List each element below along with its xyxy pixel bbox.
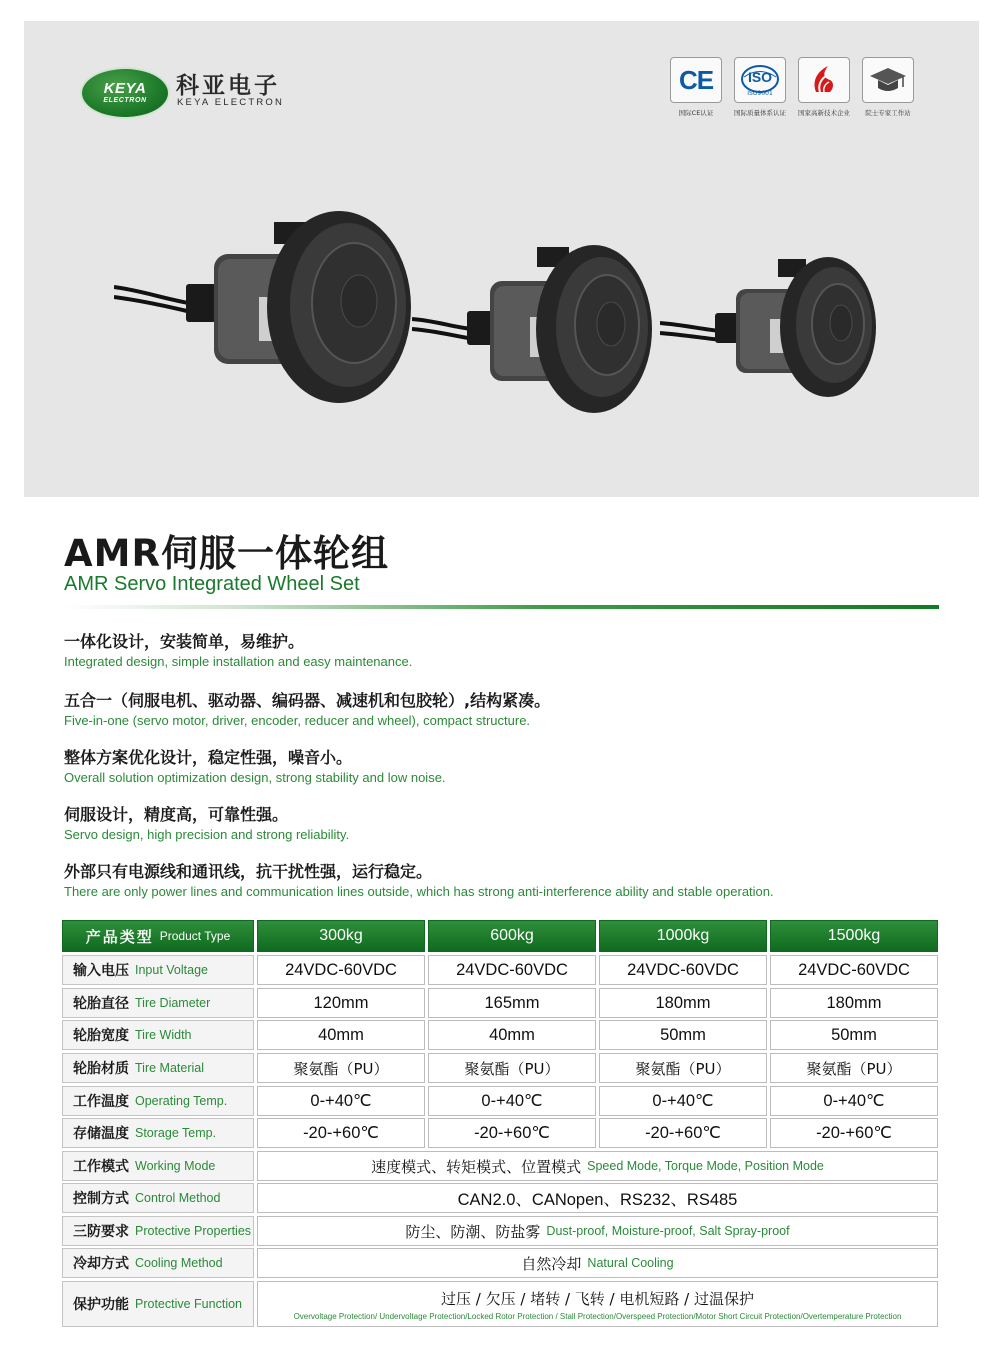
ce-cert: CE 国际CE认证	[667, 57, 725, 117]
table-row: 冷却方式 Cooling Method 自然冷却 Natural Cooling	[62, 1248, 938, 1278]
table-row: 保护功能 Protective Function 过压 / 欠压 / 堵转 / 飞转 / 电机短路 / 过温保护 Overvoltage Protection/ Undervoltage Protection/Locked Rotor Protection / Stall Protection/Overspeed Protection/Motor Short Circuit Protection/Overtemperature Protection	[62, 1281, 938, 1327]
page-subtitle: AMR Servo Integrated Wheel Set	[64, 573, 360, 595]
hero-banner	[24, 21, 979, 497]
model-header-300kg: 300kg	[257, 920, 425, 952]
table-row: 轮胎直径 Tire Diameter 120mm 165mm 180mm 180mm	[62, 988, 938, 1018]
table-row: 输入电压 Input Voltage 24VDC-60VDC 24VDC-60VDC 24VDC-60VDC 24VDC-60VDC	[62, 955, 938, 985]
table-row: 三防要求 Protective Properties 防尘、防潮、防盐雾 Dust-proof, Moisture-proof, Salt Spray-proof	[62, 1216, 938, 1246]
page-title: AMR伺服一体轮组	[64, 532, 389, 575]
product-type-header: 产品类型 Product Type	[62, 920, 254, 952]
table-row: 工作模式 Working Mode 速度模式、转矩模式、位置模式 Speed Mode, Torque Mode, Position Mode	[62, 1151, 938, 1181]
expert-workstation-cert: 院士专家工作站	[859, 57, 917, 117]
ce-mark-icon: CE	[670, 57, 722, 103]
table-row: 轮胎宽度 Tire Width 40mm 40mm 50mm 50mm	[62, 1020, 938, 1050]
brand-name-en: KEYA ELECTRON	[177, 97, 285, 108]
graduation-cap-icon	[862, 57, 914, 103]
iso-mark-icon: ISO ISO9001	[734, 57, 786, 103]
table-row: 工作温度 Operating Temp. 0-+40℃ 0-+40℃ 0-+40℃ 0-+40℃	[62, 1086, 938, 1116]
feature-item: 外部只有电源线和通讯线，抗干扰性强，运行稳定。 There are only power lines and communication lines outside, which has strong anti-interference ability and stable operation.	[64, 862, 774, 899]
wheel-unit-1000kg-image	[660, 253, 890, 403]
feature-item: 一体化设计，安装简单，易维护。 Integrated design, simple installation and easy maintenance.	[64, 632, 413, 669]
table-row: 存储温度 Storage Temp. -20-+60℃ -20-+60℃ -20-+60℃ -20-+60℃	[62, 1118, 938, 1148]
wheel-unit-600kg-image	[412, 239, 652, 419]
brand-name-cn: 科亚电子	[176, 73, 280, 99]
high-tech-emblem-icon	[798, 57, 850, 103]
model-header-1000kg: 1000kg	[599, 920, 767, 952]
feature-item: 整体方案优化设计，稳定性强，噪音小。 Overall solution optimization design, strong stability and low noise.	[64, 748, 446, 785]
spec-header-row	[62, 920, 938, 952]
iso-cert: ISO ISO9001 国际质量体系认证	[731, 57, 789, 117]
model-header-1500kg: 1500kg	[770, 920, 938, 952]
model-header-600kg: 600kg	[428, 920, 596, 952]
table-row: 控制方式 Control Method CAN2.0、CANopen、RS232、RS485	[62, 1183, 938, 1213]
brand-logo	[80, 65, 300, 129]
title-divider	[64, 605, 939, 609]
certification-badges	[667, 57, 927, 137]
feature-item: 五合一（伺服电机、驱动器、编码器、减速机和包胶轮）,结构紧凑。 Five-in-one (servo motor, driver, encoder, reducer and wheel), compact structure.	[64, 691, 551, 728]
table-row: 轮胎材质 Tire Material 聚氨酯（PU） 聚氨酯（PU） 聚氨酯（PU） 聚氨酯（PU）	[62, 1053, 938, 1083]
high-tech-enterprise-cert: 国家高新技术企业	[795, 57, 853, 117]
feature-item: 伺服设计，精度高，可靠性强。 Servo design, high precision and strong reliability.	[64, 805, 350, 842]
keya-logo-emblem: KEYA ELECTRON	[80, 67, 170, 119]
wheel-unit-300kg-image	[114, 209, 424, 409]
